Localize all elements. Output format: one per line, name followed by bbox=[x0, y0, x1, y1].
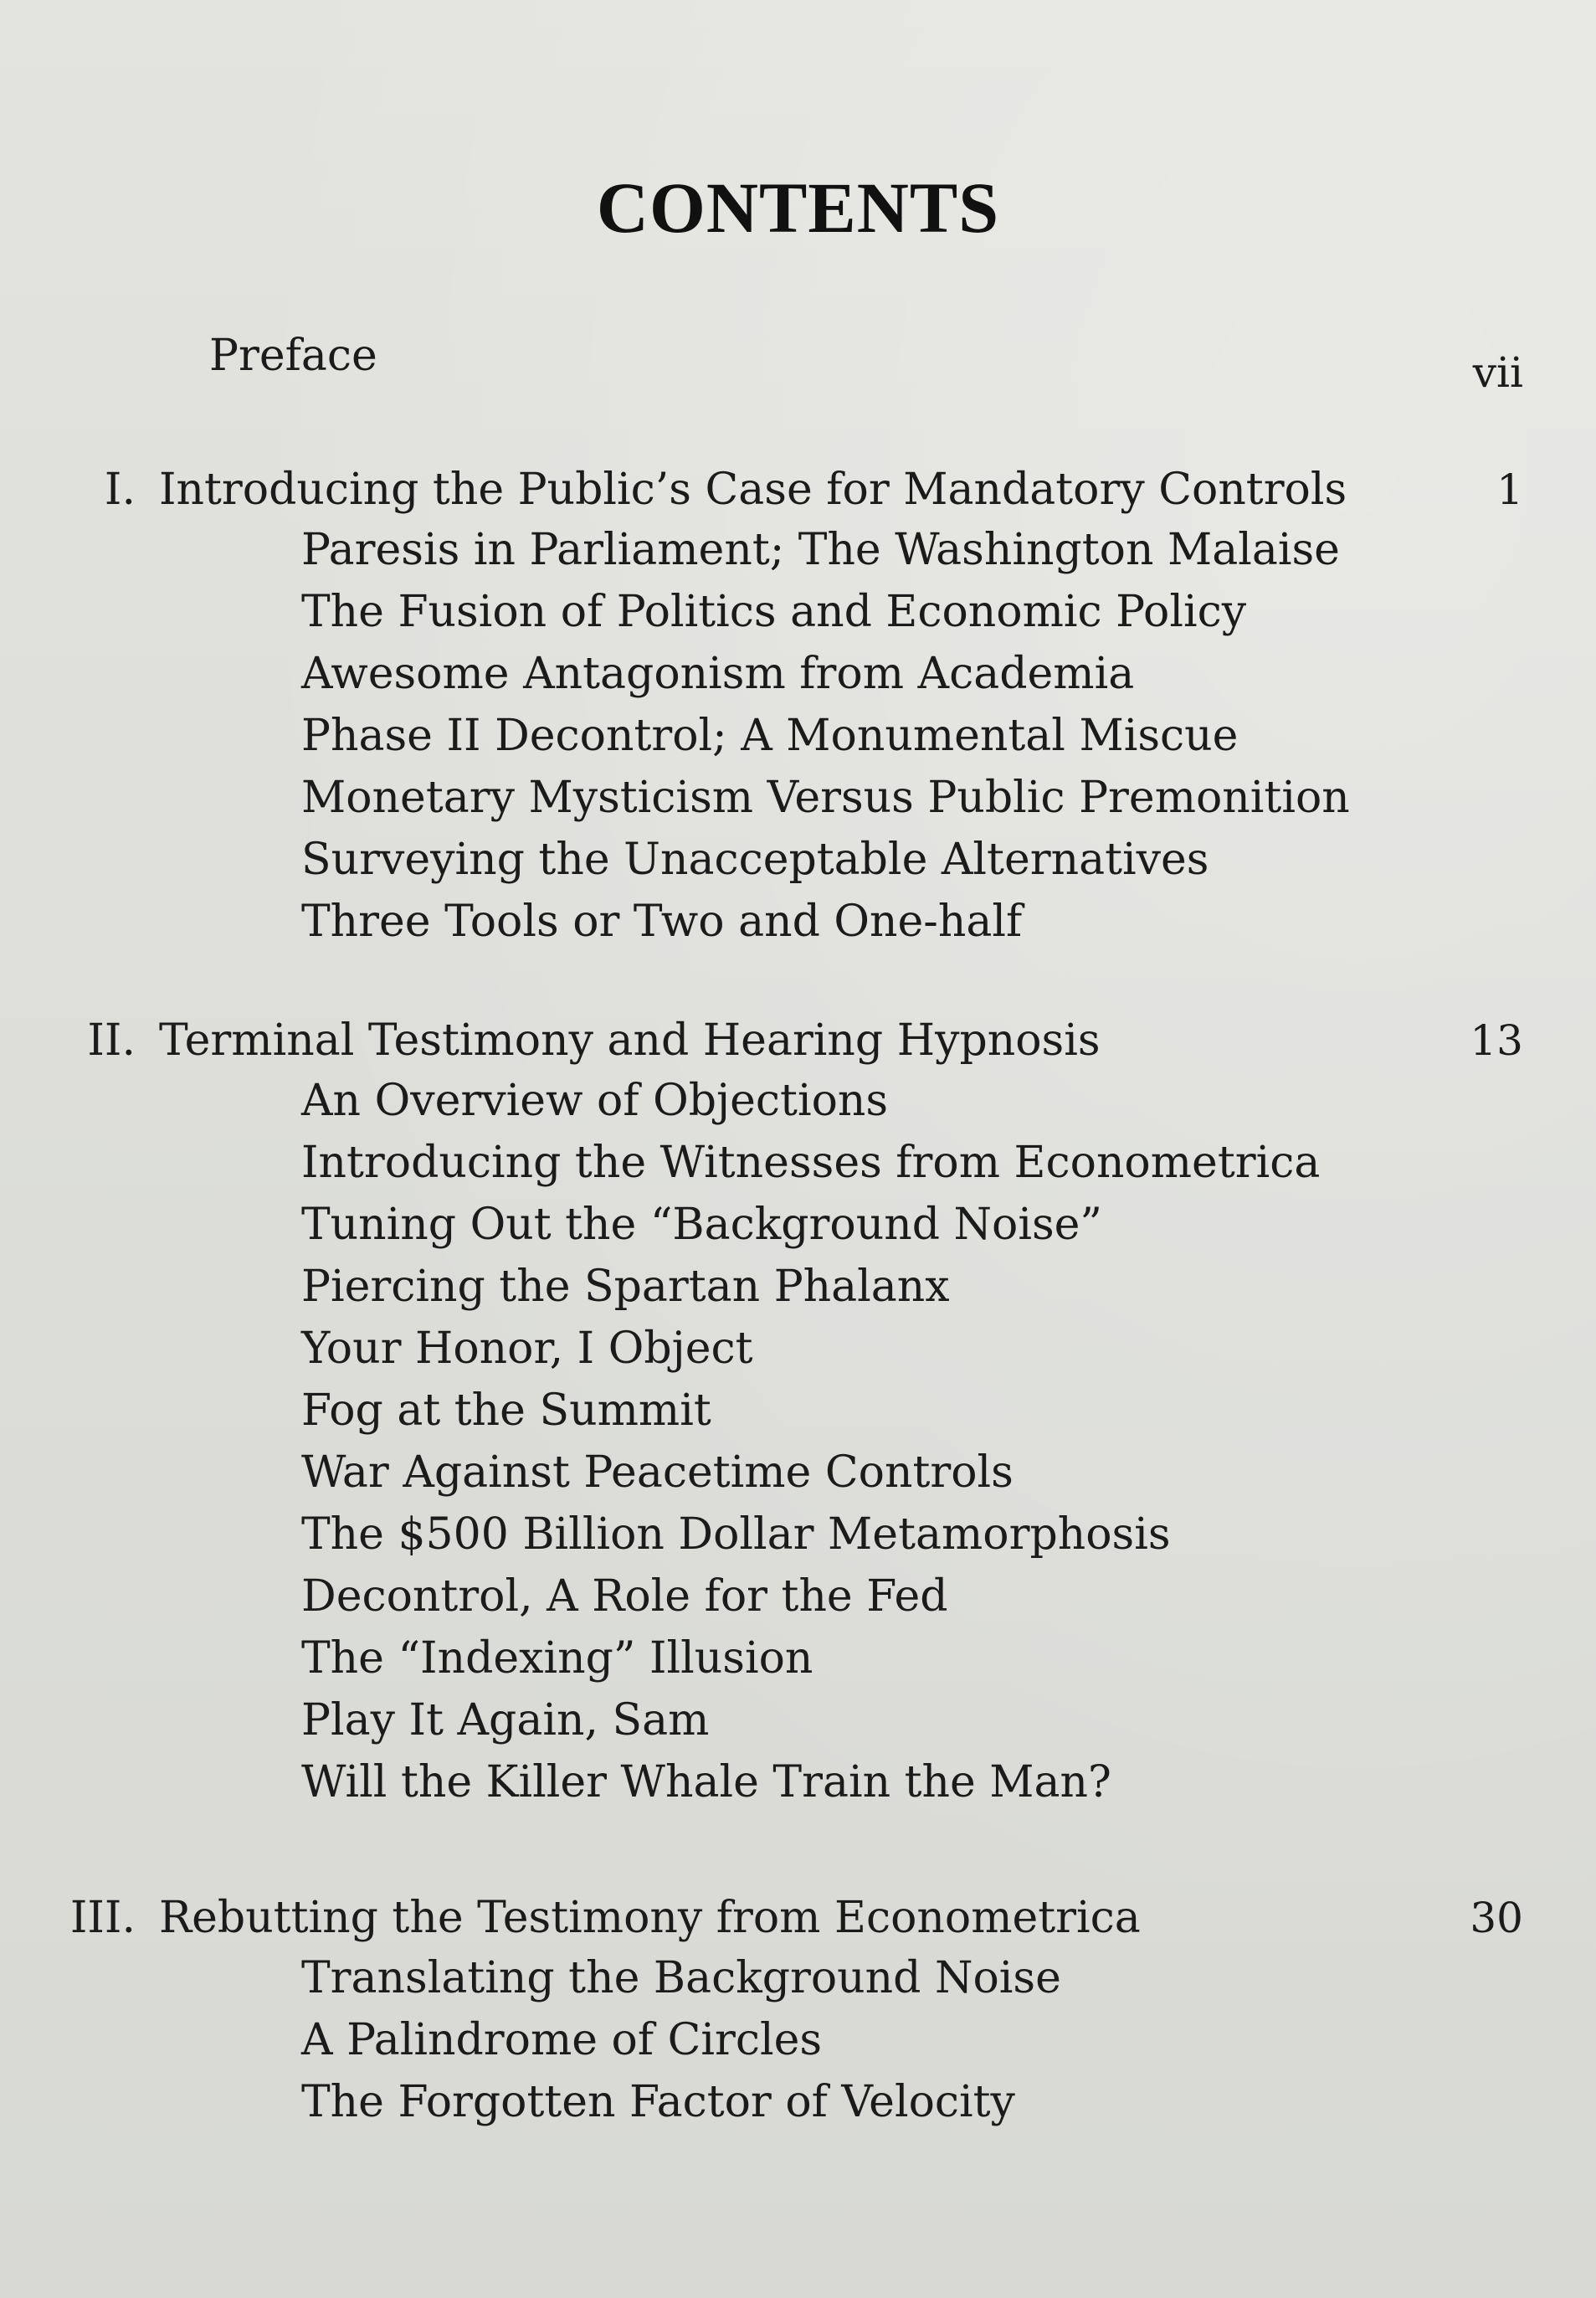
preface-title: Preface bbox=[209, 331, 377, 381]
section-item: Phase II Decontrol; A Monumental Miscue bbox=[301, 711, 1239, 761]
chapter-page: 13 bbox=[1470, 1016, 1523, 1065]
section-item: Three Tools or Two and One-half bbox=[301, 897, 1023, 947]
chapter-number: III. bbox=[69, 1893, 136, 1943]
section-item: Your Honor, I Object bbox=[301, 1324, 753, 1374]
section-item: A Palindrome of Circles bbox=[301, 2015, 823, 2065]
section-item: Paresis in Parliament; The Washington Malaise bbox=[301, 525, 1340, 575]
section-item: The $500 Billion Dollar Metamorphosis bbox=[301, 1509, 1171, 1560]
section-item: Surveying the Unacceptable Alternatives bbox=[301, 835, 1209, 885]
chapter-page: 30 bbox=[1470, 1894, 1523, 1942]
section-item: Tuning Out the “Background Noise” bbox=[301, 1200, 1102, 1250]
chapter-page: 1 bbox=[1496, 465, 1523, 514]
section-item: Decontrol, A Role for the Fed bbox=[301, 1571, 948, 1622]
chapter-number: II. bbox=[87, 1015, 136, 1066]
preface-entry bbox=[50, 326, 1523, 397]
chapter-title: Terminal Testimony and Hearing Hypnosis bbox=[159, 1015, 1101, 1066]
section-item: Fog at the Summit bbox=[301, 1385, 711, 1436]
section-item: Play It Again, Sam bbox=[301, 1695, 710, 1745]
section-item: War Against Peacetime Controls bbox=[301, 1447, 1014, 1498]
chapter-entry-3 bbox=[50, 1889, 1523, 2133]
section-item: The Forgotten Factor of Velocity bbox=[301, 2077, 1015, 2127]
section-item: The “Indexing” Illusion bbox=[301, 1633, 813, 1684]
section-list bbox=[301, 1070, 1523, 1813]
page-title: CONTENTS bbox=[596, 167, 1000, 248]
section-item: Awesome Antagonism from Academia bbox=[301, 649, 1135, 699]
chapter-entry-1 bbox=[50, 460, 1523, 953]
section-list bbox=[301, 519, 1523, 953]
section-item: An Overview of Objections bbox=[301, 1076, 889, 1126]
section-item: Translating the Background Noise bbox=[301, 1953, 1061, 2003]
chapter-title: Introducing the Public’s Case for Mandatory Controls bbox=[159, 465, 1347, 515]
section-item: Introducing the Witnesses from Econometrica bbox=[301, 1138, 1321, 1188]
section-item: Piercing the Spartan Phalanx bbox=[301, 1262, 950, 1312]
section-item: Monetary Mysticism Versus Public Premonition bbox=[301, 773, 1350, 823]
table-of-contents bbox=[50, 301, 1523, 2133]
chapter-title: Rebutting the Testimony from Econometrica bbox=[159, 1893, 1141, 1943]
section-item: The Fusion of Politics and Economic Policy bbox=[301, 587, 1247, 637]
chapter-entry-2 bbox=[50, 1011, 1523, 1813]
preface-page: vii bbox=[1472, 348, 1523, 397]
chapter-number: I. bbox=[104, 465, 136, 515]
section-list bbox=[301, 1947, 1523, 2133]
section-item: Will the Killer Whale Train the Man? bbox=[301, 1757, 1111, 1807]
